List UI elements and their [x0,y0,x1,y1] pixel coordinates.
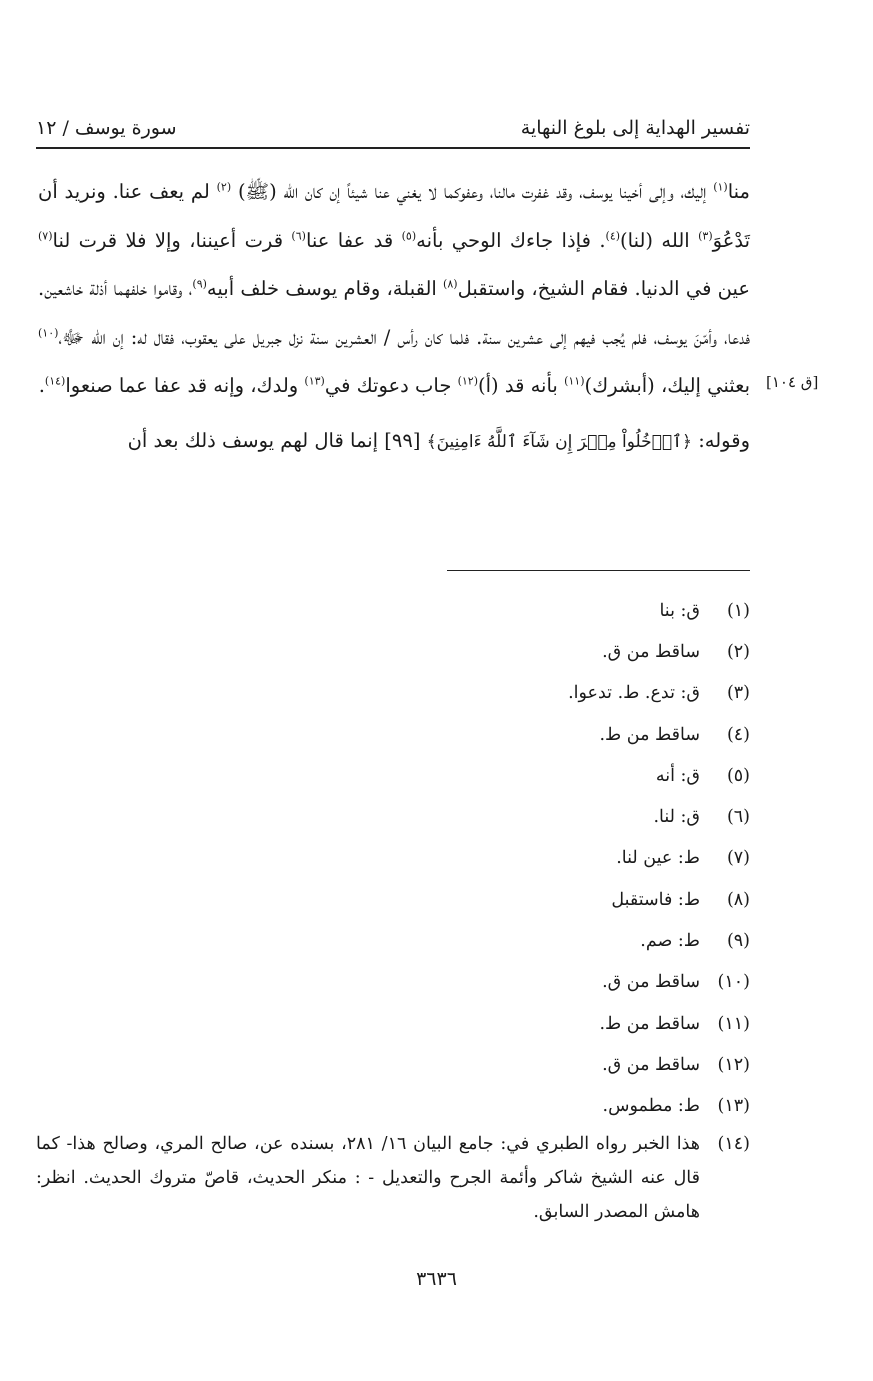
text-run: . فإذا جاءك الوحي بأنه [416,228,606,252]
footnote-text: ساقط من ق. [602,972,700,993]
footnote-number: (١٢) [717,1054,750,1075]
footnote-ref[interactable]: (٣) [698,229,713,243]
footnote-number: (٣) [726,683,750,704]
footnote-ref[interactable]: (٤) [605,229,621,243]
footnote-text: ق: لنا. [653,807,700,828]
footnote-text: ط: مطموس. [602,1096,700,1117]
footnote-item [36,1003,750,1044]
footnote-text: ساقط من ق. [602,641,700,662]
footnote-text: ق: تدع. ط. تدعوا. [568,683,700,704]
footnote-ref[interactable]: (٧) [38,229,53,243]
body-paragraph [38,168,750,411]
footnote-item [36,631,750,672]
text-run: بأنه قد (أ) [478,374,565,398]
footnote-ref[interactable]: (١٣) [304,374,325,388]
text-run: جاب دعوتك في [324,374,458,398]
footnote-ref[interactable]: (٢) [216,180,232,194]
footnote-item [36,1044,750,1085]
footnote-text: ط: صم. [640,931,700,952]
quran-verse: ﴿ٱدۡخُلُواْ مِصۡرَ إِن شَآءَ ٱللَّهُ ءَامِنِينَ﴾ [426,431,693,452]
footnote-item [36,920,750,961]
footnote-text: ق: بنا [659,600,700,621]
footnote-number: (٨) [726,889,750,910]
text-run: لم يعف عنا. ونريد أن تَدْعُوَ [38,180,750,252]
text-run: قرت أعيننا، وإلا فلا قرت لنا [52,228,292,252]
footnote-number: (١٣) [717,1096,750,1117]
surah-label: سورة يوسف / ١٢ [36,117,177,139]
text-run: وقوله: [692,428,750,452]
footnote-number: (٥) [726,765,750,786]
footnote-ref[interactable]: (٦) [291,229,306,243]
footnote-number: (٩) [726,931,750,952]
margin-note: [ق ١٠٤] [766,373,819,391]
footnote-text: ط: عين لنا. [616,848,700,869]
text-run: [٩٩] إنما قال لهم يوسف ذلك بعد أن [127,428,427,452]
footnote-item [36,879,750,920]
footnote-item [36,714,750,755]
body-paragraph [38,417,750,467]
main-text [38,168,750,467]
footnotes [36,590,750,1229]
footnote-ref[interactable]: (١٠) [38,326,59,340]
footnote-ref[interactable]: (١) [713,180,728,194]
footnote-item [36,673,750,714]
text-run: بعثني إليك، (أبشرك) [584,374,750,398]
footnote-item [36,1086,750,1127]
text-run: ، وقاموا خلفهما أذلة خاشعين. فدعا، وأمّنَ يوسف، فلم يُجب فيهم إلى عشرين سنة. فلما كان رأس / العشرين سنة نزل جبريل على يعقوب، فقال له: إن الله ﷻ، [38,277,750,349]
footnote-item [36,590,750,631]
book-title: تفسير الهداية إلى بلوغ النهاية [520,117,750,139]
footnote-item [36,796,750,837]
footnote-ref[interactable]: (١٤) [44,374,66,388]
text-run: القبلة، وقام يوسف خلف أبيه [206,277,444,301]
footnote-text: ساقط من ط. [599,724,700,745]
footnote-ref[interactable]: (٥) [401,229,417,243]
text-run: إليك، وإلى أخينا يوسف، وقد غفرت مالنا، وعفوكما لا يغني عنا شيئاً إن كان الله (ﷺ) [231,180,714,203]
footnote-number: (١) [726,600,750,621]
footnote-item [36,838,750,879]
footnote-item [36,755,750,796]
footnote-ref[interactable]: (٩) [192,277,207,291]
footnote-number: (٤) [726,724,750,745]
running-header [36,108,750,148]
page-number: ٣٦٣٦ [416,1268,457,1290]
text-run: منا [727,180,750,203]
text-run: الله (لنا) [620,228,699,252]
footnote-number: (١١) [717,1013,750,1034]
footnote-text: ق: أنه [655,765,700,786]
footnote-number: (٦) [726,807,750,828]
footnote-ref[interactable]: (٨) [443,277,458,291]
footnote-item [36,962,750,1003]
footnote-number: (٧) [726,848,750,869]
footnote-item [36,1127,750,1229]
footnote-number: (٢) [726,641,750,662]
footnote-text: ساقط من ق. [602,1054,700,1075]
footnote-text: ساقط من ط. [599,1013,700,1034]
footnote-text: ط: فاستقبل [611,889,700,910]
footnote-ref[interactable]: (١٢) [457,374,479,388]
text-run: قد عفا عنا [305,228,402,252]
text-run: ولدك، وإنه قد عفا عما صنعوا [65,374,305,398]
header-rule [36,147,750,149]
text-run: . [38,374,45,398]
footnote-text: هذا الخبر رواه الطبري في: جامع البيان ١٦/ ٢٨١، بسنده عن، صالح المري، وصالح هذا- كما قال عنه الشيخ شاكر وأئمة الجرح والتعديل - : منكر الحديث، قاصّ متروك الحديث. انظر: هامش المصدر السابق. [36,1133,700,1222]
footnote-ref[interactable]: (١١) [564,374,585,388]
footnote-rule [447,570,750,571]
footnote-number: (١٤) [717,1133,750,1154]
text-run: عين في الدنيا. فقام الشيخ، واستقبل [457,277,750,301]
footnote-number: (١٠) [717,972,750,993]
